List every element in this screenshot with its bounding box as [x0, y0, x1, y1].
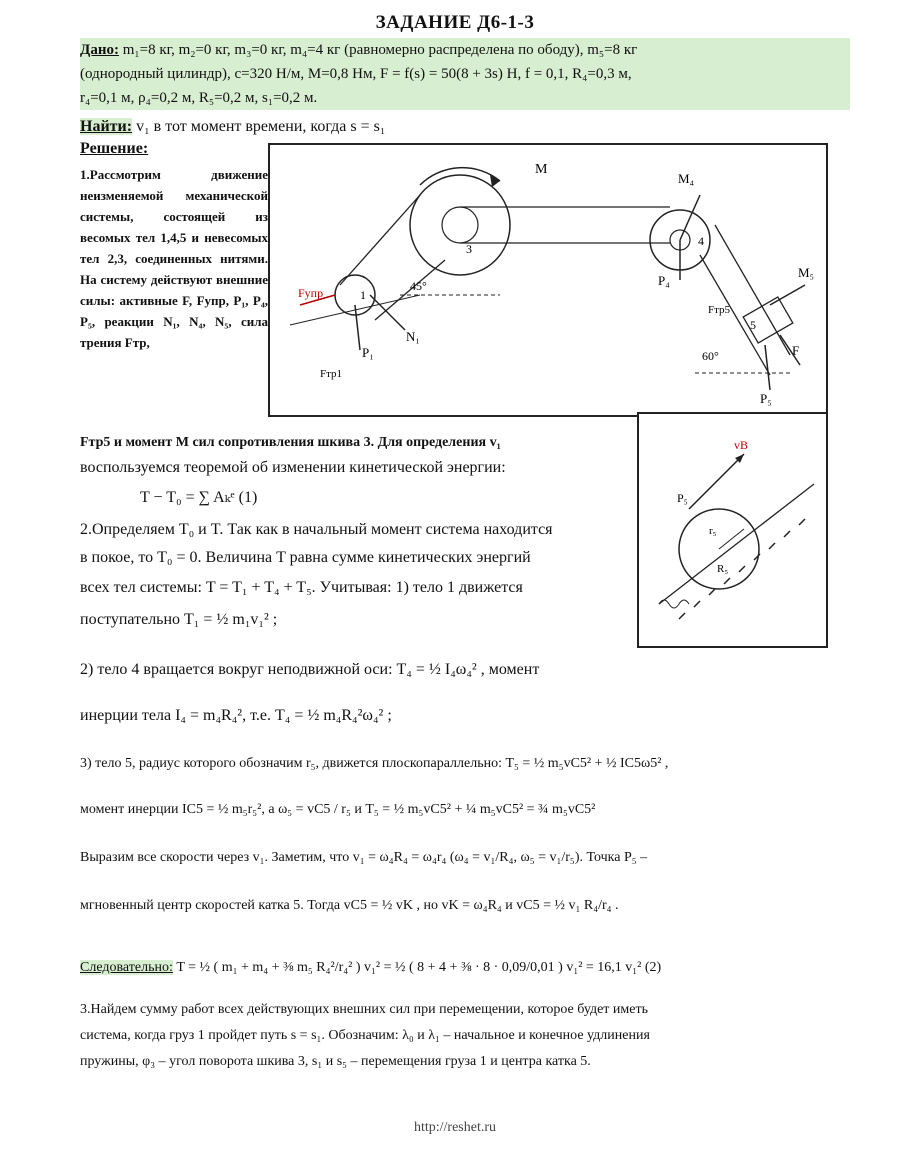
roller-diagram [639, 414, 826, 646]
given-block [80, 38, 850, 110]
label-M: M [535, 162, 548, 177]
step2-k-text: T = ½ ( m₁ + m₄ + ⅜ m₅ R₄²/r₄² ) v₁² = ½ ( 8 + 4 + ⅜ · 8 · 0,09/0,01 ) v₁² = 16,1 v₁² (2) [172, 960, 662, 975]
step2-line-b: в покое, то T₀ = 0. Величина T равна сумме кинетических энергий [80, 549, 531, 566]
mechanism-diagram [270, 145, 826, 415]
right-thread-2 [715, 225, 790, 355]
step2-line-e: 2) тело 4 вращается вокруг неподвижной оси: T₄ = ½ I₄ω₄² , момент [80, 661, 540, 678]
step1-continued: Fтр5 и момент M сил сопротивления шкива 3. Для определения v₁ [80, 435, 501, 450]
footer-url[interactable]: http://reshet.ru [413, 1120, 497, 1135]
step2-line-h: момент инерции IC5 = ½ m₅r₅², а ω₅ = vC5 / r₅ и T₅ = ½ m₅vC5² + ¼ m₅vC5² = ¾ m₅vC5² [80, 802, 596, 817]
radius-r5 [719, 529, 744, 549]
step2-line-a: 2.Определяем T₀ и T. Так как в начальный момент система находится [80, 521, 553, 538]
label-M5: M₅ [798, 265, 815, 280]
solution-label: Решение: [80, 140, 149, 157]
step3-line-c: пружины, φ₃ – угол поворота шкива 3, s₁ и s₅ – перемещения груза 1 и центра катка 5. [80, 1054, 591, 1069]
given-label: Дано: [80, 42, 119, 58]
page-title: ЗАДАНИЕ Д6-1-3 [375, 12, 535, 33]
left-thread-1 [340, 195, 420, 285]
step2-k-label: Следовательно: [80, 960, 173, 975]
label-P5b: P₅ [677, 491, 688, 505]
pulley-3-hub [442, 207, 478, 243]
label-P4: P₄ [658, 273, 670, 288]
label-60: 60° [702, 349, 719, 363]
find-block [80, 118, 385, 136]
label-M4: M₄ [678, 171, 695, 186]
label-4: 4 [698, 234, 704, 248]
label-vb: vB [734, 438, 749, 452]
pulley-3 [410, 175, 510, 275]
m4-vector [680, 195, 700, 240]
label-N1: N₁ [406, 329, 420, 344]
label-1: 1 [360, 288, 366, 302]
step1-text: 1.Рассмотрим движение неизменяемой механической системы, состоящей из весомых тел 1,4,5 и невесомых тел 2,3, соединенных нитями. На систему действуют внешние силы: активные F, Fупр, P₁, P₄, P₅, реакции N₁, N₄, N₅, сила трения Fтр, [80, 167, 268, 350]
label-F: F [792, 343, 800, 358]
step2-line-f: инерции тела I₄ = m₄R₄², т.е. T₄ = ½ m₄R₄²ω₄² ; [80, 707, 392, 724]
find-text: v₁ в тот момент времени, когда s = s₁ [132, 118, 386, 135]
n1-vector [370, 295, 405, 330]
p1-vector [355, 305, 360, 350]
label-P1: P₁ [362, 345, 374, 360]
given-line-1: m₁=8 кг, m₂=0 кг, m₃=0 кг, m₄=4 кг (равномерно распределена по ободу), m₅=8 кг [118, 42, 638, 58]
step2-line-k [80, 958, 661, 978]
given-line-3: r₄=0,1 м, ρ₄=0,2 м, R₅=0,2 м, s₁=0,2 м. [80, 90, 318, 106]
step3-line-b: система, когда груз 1 пройдет путь s = s₁. Обозначим: λ₀ и λ₁ – начальное и конечное удлинения [80, 1028, 650, 1043]
given-line-2: (однородный цилиндр), c=320 Н/м, M=0,8 Нм, F = f(s) = 50(8 + 3s) Н, f = 0,1, R₄=0,3 м, [80, 66, 632, 82]
label-Ftr5: Fтр5 [708, 304, 731, 316]
step2-line-i: Выразим все скорости через v₁. Заметим, что v₁ = ω₄R₄ = ω₄r₄ (ω₄ = v₁/R₄, ω₅ = v₁/r₅). Точка P₅ – [80, 850, 648, 865]
label-r5: r₅ [709, 525, 717, 537]
label-45: 45° [410, 279, 427, 293]
label-R5: R₅ [717, 563, 729, 575]
label-Ftr: Fтр1 [320, 368, 343, 380]
m5-vector [770, 285, 805, 305]
wall-hatching [679, 519, 805, 619]
moment-arc [420, 168, 500, 185]
label-Fupr: Fупр [298, 286, 324, 300]
step2-line-c: всех тел системы: T = T₁ + T₄ + T₅. Учитывая: 1) тело 1 движется [80, 579, 523, 596]
step2-line-d: поступательно T₁ = ½ m₁v₁² ; [80, 611, 278, 628]
velocity-vector [689, 454, 744, 509]
equation-1: T − T₀ = ∑ Aₖᵉ (1) [140, 489, 258, 506]
mechanism-figure [268, 143, 828, 417]
step2-line-j: мгновенный центр скоростей катка 5. Тогда vC5 = ½ vK , но vK = ω₄R₄ и vC5 = ½ v₁ R₄/r₄ . [80, 898, 619, 913]
label-3: 3 [466, 242, 472, 256]
label-P5: P₅ [760, 391, 772, 406]
step1-continued-2: воспользуемся теоремой об изменении кинетической энергии: [80, 459, 506, 476]
label-5: 5 [750, 318, 756, 332]
find-label: Найти: [80, 118, 133, 135]
step2-line-g: 3) тело 5, радиус которого обозначим r₅, движется плоскопараллельно: T₅ = ½ m₅vC5² + ½ IC5ω5² , [80, 756, 669, 771]
step3-line-a: 3.Найдем сумму работ всех действующих внешних сил при перемещении, которое будет иметь [80, 1002, 648, 1017]
roller-detail-figure [637, 412, 828, 648]
